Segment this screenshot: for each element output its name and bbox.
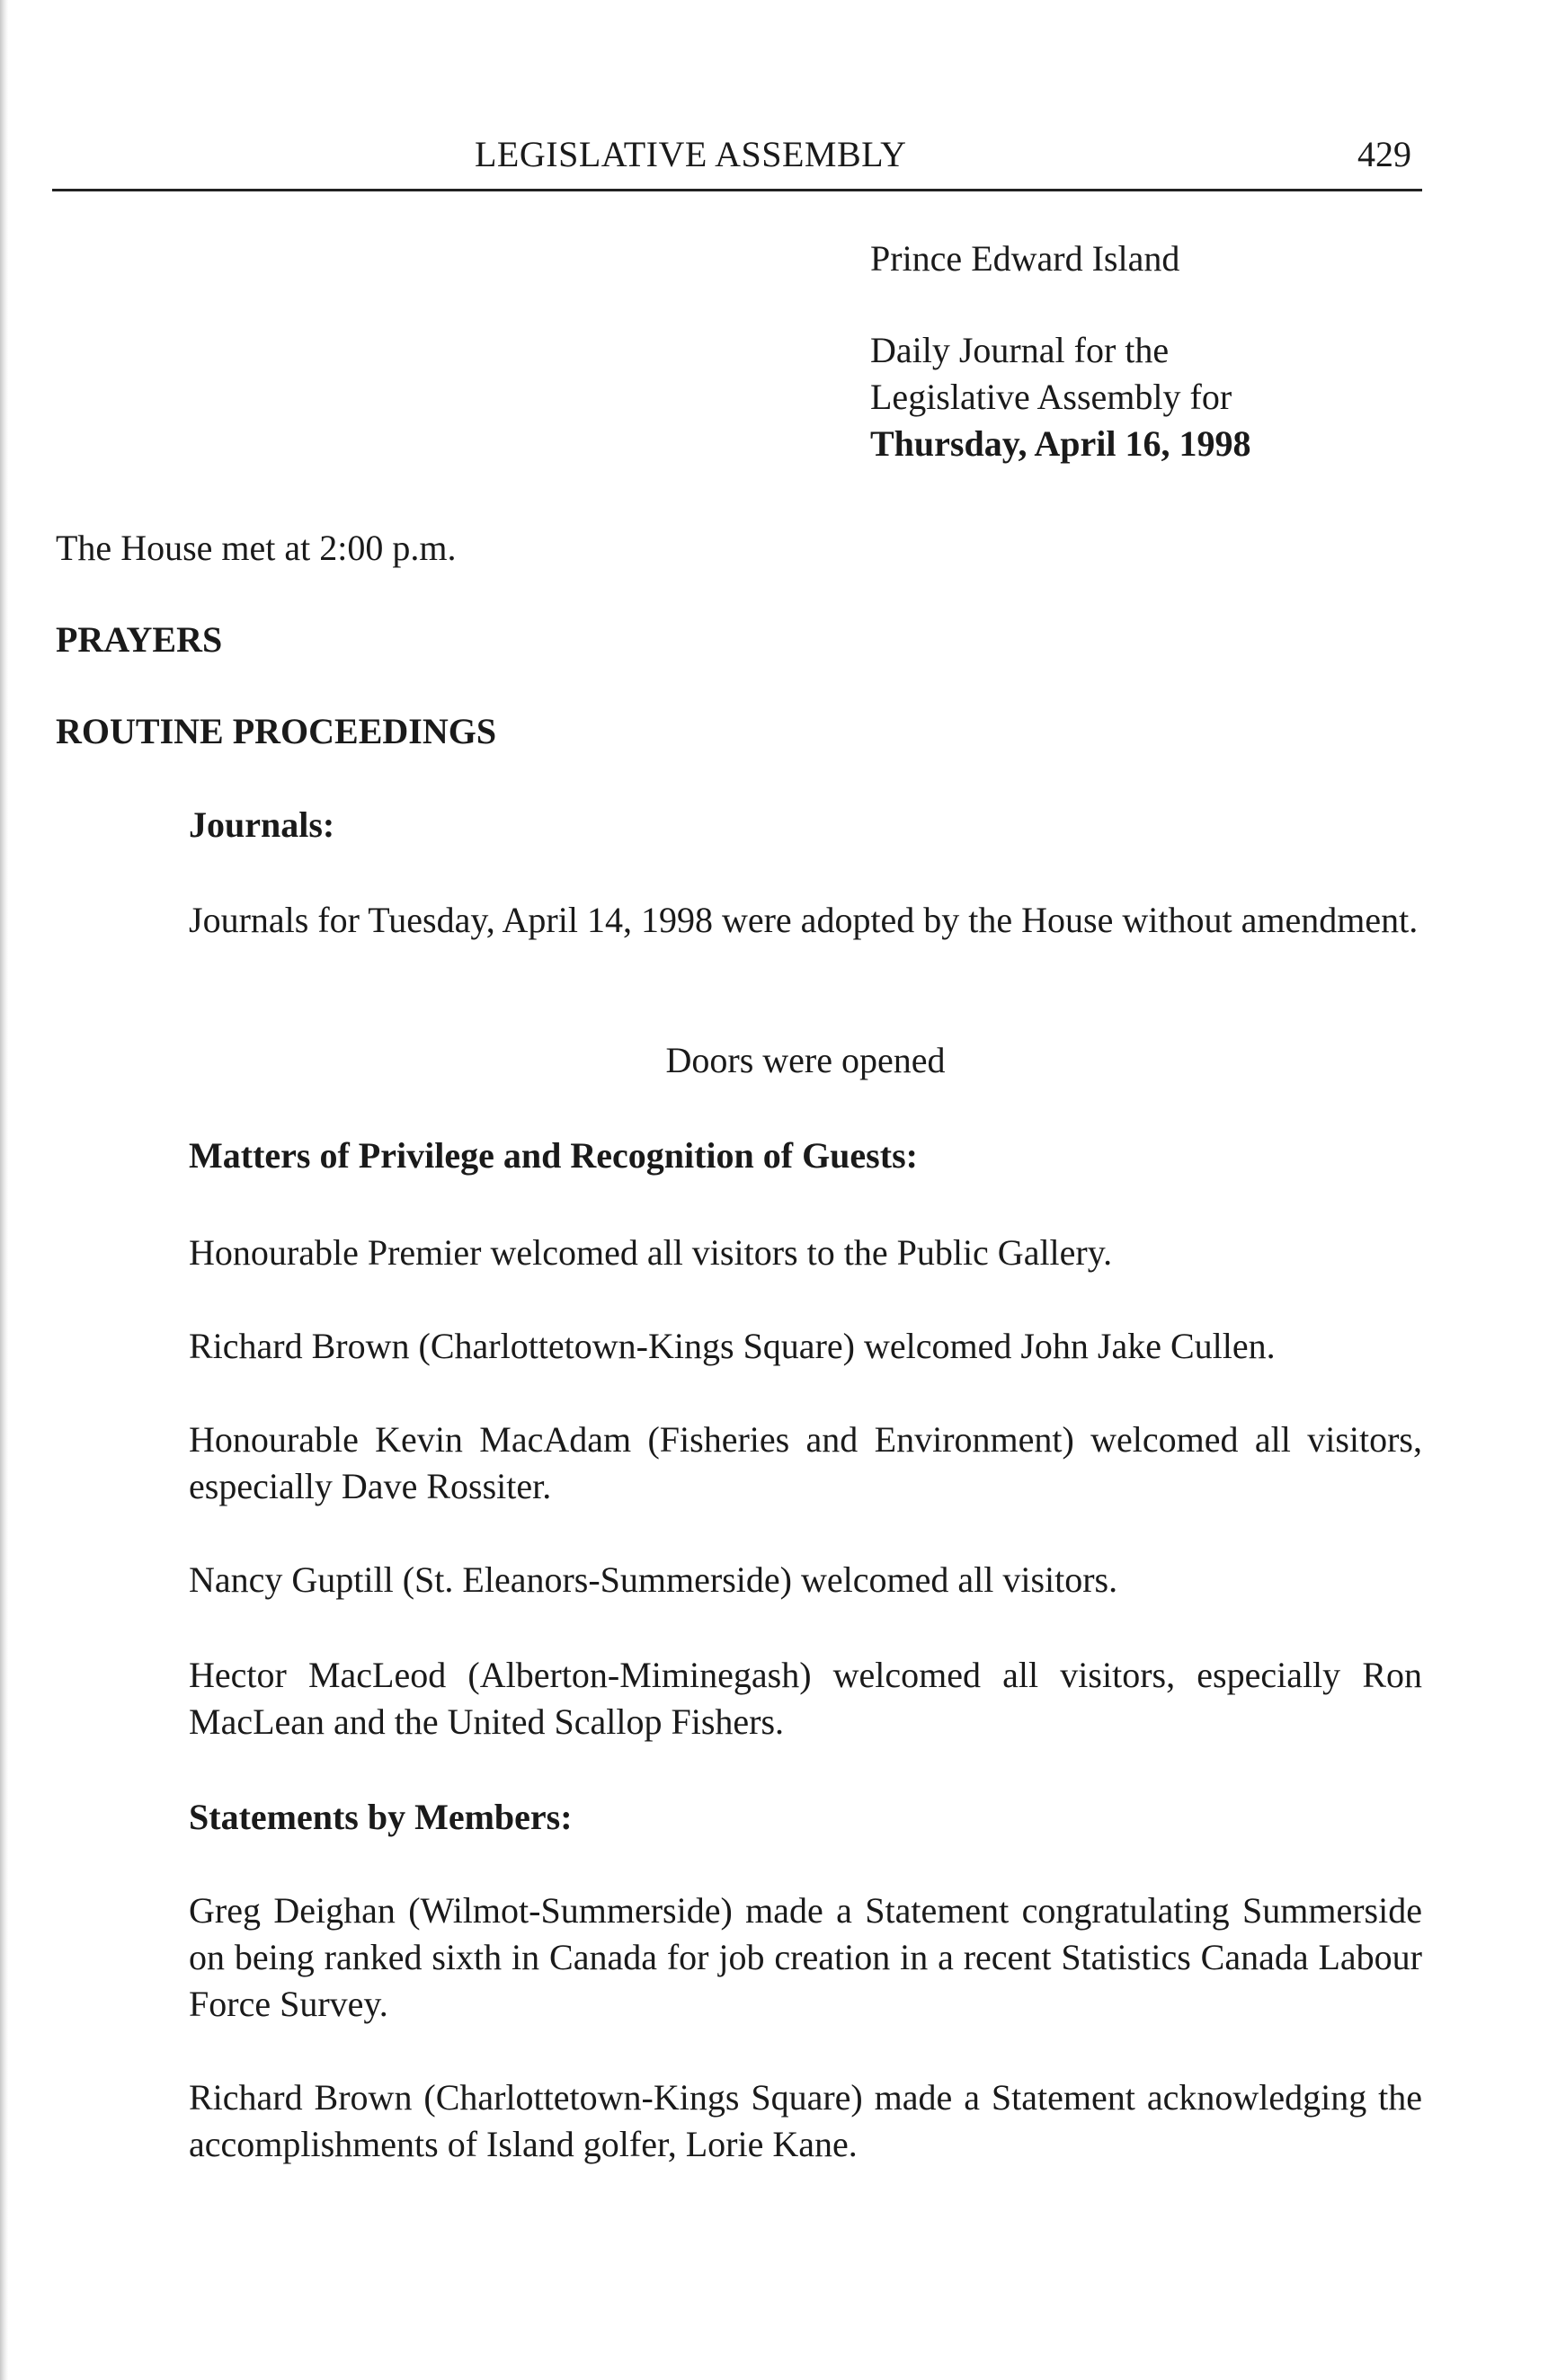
prayers-heading: PRAYERS <box>56 619 223 660</box>
header-title: LEGISLATIVE ASSEMBLY <box>475 134 907 174</box>
privilege-item: Honourable Premier welcomed all visitors to the Public Gallery. <box>189 1232 1113 1273</box>
journal-title-line-1: Daily Journal for the <box>870 330 1170 370</box>
statement-item: Richard Brown (Charlottetown-Kings Square) made a Statement acknowledging the accomplishments of Island golfer, Lorie Kane. <box>189 2077 1422 2164</box>
house-met-text: The House met at 2:00 p.m. <box>56 528 457 568</box>
routine-proceedings-heading: ROUTINE PROCEEDINGS <box>56 711 497 751</box>
statement-item: Greg Deighan (Wilmot-Summerside) made a Statement congratulating Summerside on being ranked sixth in Canada for job creation in a recent Statistics Canada Labour Force Survey. <box>189 1890 1422 2024</box>
privilege-heading: Matters of Privilege and Recognition of Guests: <box>189 1135 918 1176</box>
header-rule <box>52 189 1422 191</box>
doors-opened-text: Doors were opened <box>665 1040 946 1080</box>
privilege-item: Nancy Guptill (St. Eleanors-Summerside) welcomed all visitors. <box>189 1559 1118 1600</box>
province-name: Prince Edward Island <box>870 238 1180 279</box>
scan-edge-shadow <box>0 0 8 2380</box>
privilege-item: Richard Brown (Charlottetown-Kings Square) welcomed John Jake Cullen. <box>189 1326 1276 1366</box>
page-number: 429 <box>1357 134 1411 174</box>
title-spacer <box>870 282 1250 327</box>
title-block <box>870 235 1250 467</box>
journals-heading: Journals: <box>189 804 335 845</box>
privilege-item: Hector MacLeod (Alberton-Miminegash) welcomed all visitors, especially Ron MacLean and the United Scallop Fishers. <box>189 1655 1422 1742</box>
journal-date: Thursday, April 16, 1998 <box>870 423 1251 464</box>
statements-heading: Statements by Members: <box>189 1797 573 1837</box>
journals-text: Journals for Tuesday, April 14, 1998 were adopted by the House without amendment. <box>189 900 1419 940</box>
journal-title-line-2: Legislative Assembly for <box>870 377 1232 417</box>
privilege-item: Honourable Kevin MacAdam (Fisheries and Environment) welcomed all visitors, especially Dave Rossiter. <box>189 1419 1422 1506</box>
